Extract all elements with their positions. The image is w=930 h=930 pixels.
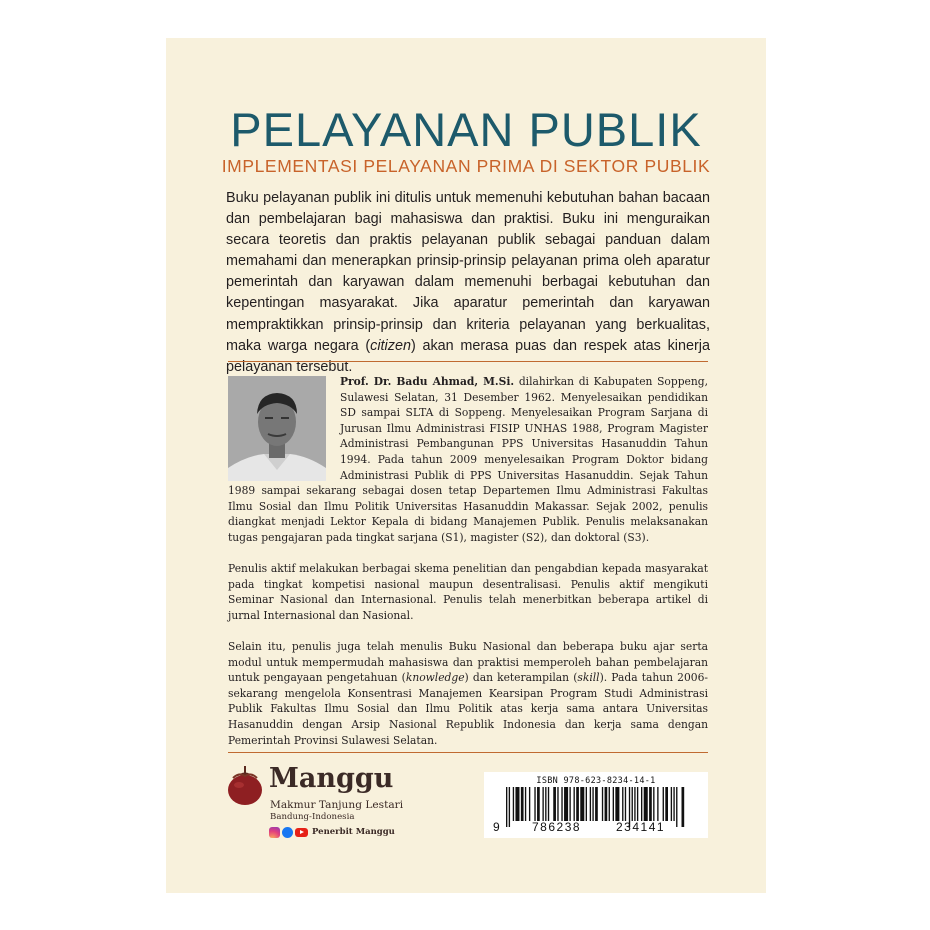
book-subtitle: IMPLEMENTASI PELAYANAN PRIMA DI SEKTOR PUBLIK (221, 156, 711, 176)
barcode-bar (525, 787, 526, 821)
barcode-bar (515, 787, 519, 821)
barcode-bar (553, 787, 556, 821)
book-title: PELAYANAN PUBLIK (230, 103, 702, 156)
publisher-social (269, 825, 395, 839)
barcode-bar (534, 787, 535, 821)
book-back-cover (166, 38, 766, 893)
publisher-logo (226, 762, 426, 842)
barcode-bar (580, 787, 584, 821)
barcode-bar (632, 787, 633, 821)
barcode-bar (644, 787, 648, 821)
barcode-bar (513, 787, 514, 821)
barcode-bar (673, 787, 674, 821)
barcode-bar (595, 787, 598, 821)
barcode-bar (537, 787, 540, 821)
barcode-bar (663, 787, 664, 821)
barcode-bar (625, 787, 626, 821)
barcode-bar (548, 787, 549, 821)
barcode-bar (605, 787, 608, 821)
author-bio-paragraph-2: Penulis aktif melakukan berbagai skema penelitian dan pengabdian kepada masyarakat pada tingkat kompetisi nasional maupun desentralisasi. Penulis aktif mengikuti Seminar Nasional dan Internasional. Penulis telah menerbitkan beberapa artikel di jurnal Internasional dan Nasional. (228, 562, 708, 622)
author-bio-paragraph-3: Selain itu, penulis juga telah menulis Buku Nasional dan beberapa buku ajar serta modul untuk mempermudah mahasiswa dan praktisi memperoleh bahan pembelajaran untuk pengayaan pengetahuan (knowledge) dan keterampilan (skill). Pada tahun 2006-sekarang mengelola Konsentrasi Manajemen Kearsipan Program Studi Administrasi Publik Fakultas Ilmu Sosial dan Ilmu Politik atas kerja sama antara Universitas Hasanuddin dengan Arsip Nasional Republik Indonesia dan kerja sama dengan Pemerintah Provinsi Sulawesi Selatan. (228, 640, 708, 747)
barcode-bar (622, 787, 623, 821)
author-bio-paragraph-1: Prof. Dr. Badu Ahmad, M.Si. dilahirkan di Kabupaten Soppeng, Sulawesi Selatan, 31 Desember 1962. Menyelesaikan pendidikan SD sampai SLTA di Soppeng. Menyelesaikan Program Sarjana di Jurusan Ilmu Administrasi FISIP UNHAS 1988, Program Magister Administrasi Pembangunan PPS Universitas Hasanuddin Tahun 1994. Pada tahun 2009 menyelesaikan Program Doktor bidang Administrasi Publik di PPS Universitas Hasanuddin. Sejak Tahun 1989 sampai sekarang sebagai dosen tetap Departemen Ilmu Administrasi Fakultas Ilmu Sosial dan Ilmu Politik Universitas Hasanuddin Makassar. Sejak 2002, penulis diangkat menjadi Lektor Kepala di bidang Manajemen Publik. Penulis melaksanakan tugas pengajaran pada tingkat sarjana (S1), magister (S2), dan doktoral (S3). (228, 375, 708, 544)
barcode-bar (657, 787, 658, 821)
book-blurb: Buku pelayanan publik ini ditulis untuk memenuhi kebutuhan bahan bacaan dan pembelajaran bagi mahasiswa dan praktisi. Buku ini menguraikan secara teoretis dan praktis pelayanan publik sebagai panduan dalam memahami dan menerapkan prinsip-prinsip pelayanan prima oleh aparatur pemerintah dan karyawan dalam memenuhi berbagai kebutuhan dan kepentingan masyarakat. Jika aparatur pemerintah dan karyawan mempraktikkan prinsip-prinsip dan kriteria pelayanan yang berkualitas, maka warga negara (citizen) akan merasa puas dan respek atas kinerja pelayanan tersebut. (226, 190, 710, 375)
mangosteen-logo-icon (226, 764, 264, 806)
barcode-digits-left: 786238 (532, 820, 582, 834)
barcode-digit-first: 9 (493, 820, 500, 834)
divider-bottom (228, 752, 708, 753)
barcode-bar (637, 787, 638, 821)
barcode-bar (576, 787, 579, 821)
author-name: Prof. Dr. Badu Ahmad, M.Si. (340, 375, 515, 388)
youtube-icon (295, 828, 308, 837)
barcode-bar (602, 787, 603, 821)
barcode-bar (653, 787, 654, 821)
barcode-bar (613, 787, 614, 821)
barcode-bar (506, 787, 507, 827)
isbn-label: ISBN 978-623-8234-14-1 (536, 776, 656, 786)
barcode-bar (590, 787, 591, 821)
facebook-icon (282, 827, 293, 838)
barcode-bar (586, 787, 587, 821)
barcode-bar (561, 787, 562, 821)
barcode-bar (609, 787, 610, 821)
barcode-bar (665, 787, 668, 821)
instagram-icon (269, 827, 280, 838)
barcode-digits-right: 234141 (616, 820, 666, 834)
publisher-name: Manggu (269, 763, 394, 794)
barcode-bar (634, 787, 635, 821)
barcode-bar (521, 787, 524, 821)
barcode-bar (676, 787, 677, 827)
barcode-bar (529, 787, 530, 821)
social-handle: Penerbit Manggu (312, 827, 395, 837)
barcode-bar (564, 787, 568, 821)
barcode-bar (682, 787, 685, 827)
divider-top (228, 361, 708, 362)
barcode-bar (545, 787, 546, 821)
publisher-company: Makmur Tanjung Lestari (270, 799, 404, 811)
barcode-bar (671, 787, 672, 821)
publisher-location: Bandung-Indonesia (270, 812, 355, 822)
isbn-barcode-box (484, 772, 708, 838)
barcode-bar (574, 787, 575, 821)
barcode-bar (641, 787, 642, 821)
barcode-bar (569, 787, 570, 821)
barcode-bar (509, 787, 510, 827)
barcode-bar (649, 787, 652, 821)
barcode-bar (615, 787, 619, 821)
barcode-bar (592, 787, 593, 821)
barcode-bar (557, 787, 558, 821)
barcode-bar (542, 787, 543, 821)
